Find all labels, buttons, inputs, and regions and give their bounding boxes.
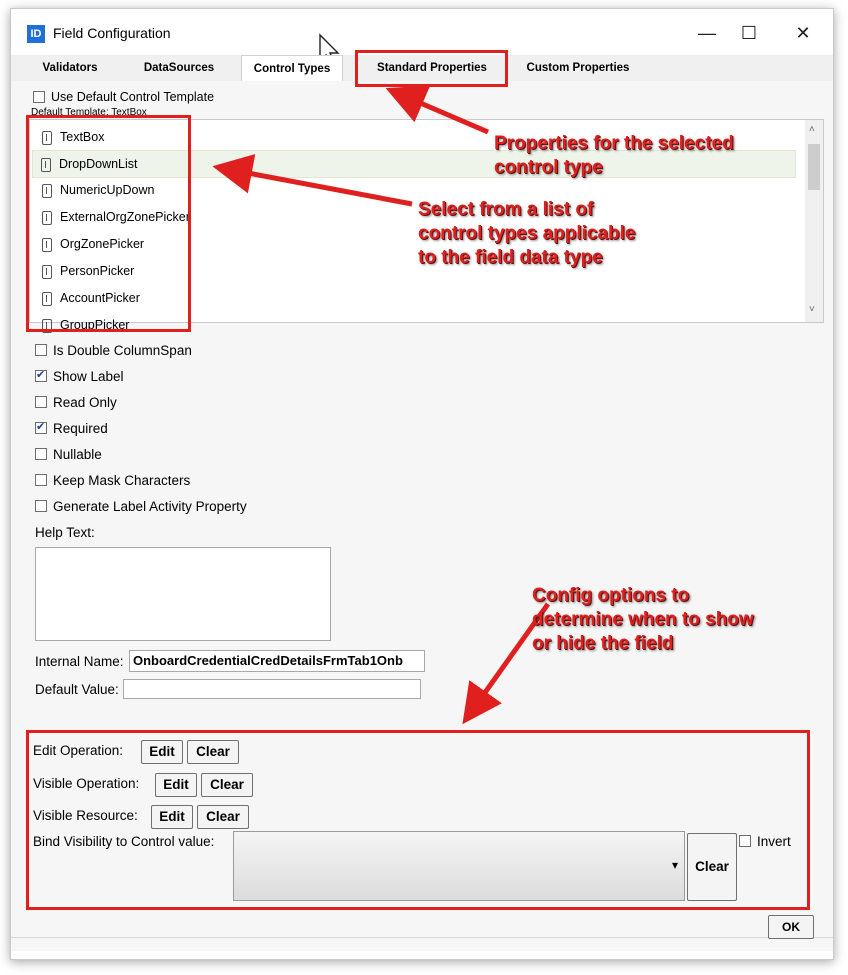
window-title: Field Configuration (53, 25, 171, 41)
list-item[interactable]: AccountPicker (34, 285, 140, 311)
option-show-label[interactable]: ✔Show Label (35, 368, 124, 384)
visible-resource-label: Visible Resource: (33, 808, 138, 823)
default-value-label: Default Value: (35, 682, 119, 697)
list-item[interactable]: OrgZonePicker (34, 231, 144, 257)
annotation-config: Config options to determine when to show or hide the field (532, 585, 754, 654)
ok-button[interactable]: OK (768, 915, 814, 939)
option-read-only[interactable]: Read Only (35, 394, 117, 410)
option-double-columnspan[interactable]: Is Double ColumnSpan (35, 342, 192, 358)
bind-visibility-label: Bind Visibility to Control value: (33, 834, 215, 849)
use-default-template-label: Use Default Control Template (51, 89, 215, 104)
option-nullable[interactable]: Nullable (35, 446, 102, 462)
internal-name-input[interactable]: OnboardCredentialCredDetailsFrmTab1Onb (129, 650, 425, 672)
bind-visibility-clear-button[interactable]: Clear (687, 833, 737, 901)
close-button[interactable]: ✕ (795, 23, 811, 43)
maximize-button[interactable]: ☐ (740, 23, 758, 43)
tab-validators[interactable]: Validators (42, 62, 98, 74)
scroll-up-icon[interactable]: ˄ (809, 124, 815, 135)
option-required[interactable]: ✔Required (35, 420, 108, 436)
visible-operation-clear-button[interactable]: Clear (201, 773, 253, 797)
arrow-to-control-list (232, 170, 412, 204)
help-text-label: Help Text: (35, 525, 95, 540)
edit-operation-edit-button[interactable]: Edit (141, 740, 183, 764)
visible-resource-edit-button[interactable]: Edit (151, 805, 193, 829)
visible-resource-clear-button[interactable]: Clear (197, 805, 249, 829)
default-template-text: Default Template: TextBox (31, 107, 147, 118)
arrow-to-standard-properties (404, 96, 488, 132)
chevron-down-icon: ▾ (671, 858, 678, 872)
internal-name-label: Internal Name: (35, 654, 124, 669)
list-item[interactable]: NumericUpDown (34, 177, 154, 203)
list-item[interactable]: GroupPicker (34, 312, 129, 338)
edit-operation-clear-button[interactable]: Clear (187, 740, 239, 764)
list-item[interactable]: PersonPicker (34, 258, 134, 284)
app-icon: ID (27, 25, 45, 43)
annotation-properties: Properties for the selected control type (494, 133, 734, 178)
option-generate-label-activity[interactable]: Generate Label Activity Property (35, 498, 247, 514)
tab-control-types[interactable]: Control Types (241, 55, 343, 82)
tab-standard-properties[interactable]: Standard Properties (377, 62, 487, 74)
tab-custom-properties[interactable]: Custom Properties (526, 62, 630, 74)
option-keep-mask[interactable]: Keep Mask Characters (35, 472, 190, 488)
tab-datasources[interactable]: DataSources (143, 62, 215, 74)
visible-operation-edit-button[interactable]: Edit (155, 773, 197, 797)
scroll-down-icon[interactable]: ˅ (809, 304, 815, 315)
annotation-select-list: Select from a list of control types applicable to the field data type (418, 199, 636, 268)
list-item[interactable]: TextBox (34, 124, 104, 150)
minimize-button[interactable]: — (698, 23, 716, 43)
edit-operation-label: Edit Operation: (33, 743, 124, 758)
invert-label: Invert (757, 833, 791, 849)
list-item[interactable]: ExternalOrgZonePicker (34, 204, 190, 230)
list-item-selected[interactable]: DropDownList (32, 150, 796, 178)
visible-operation-label: Visible Operation: (33, 776, 140, 791)
